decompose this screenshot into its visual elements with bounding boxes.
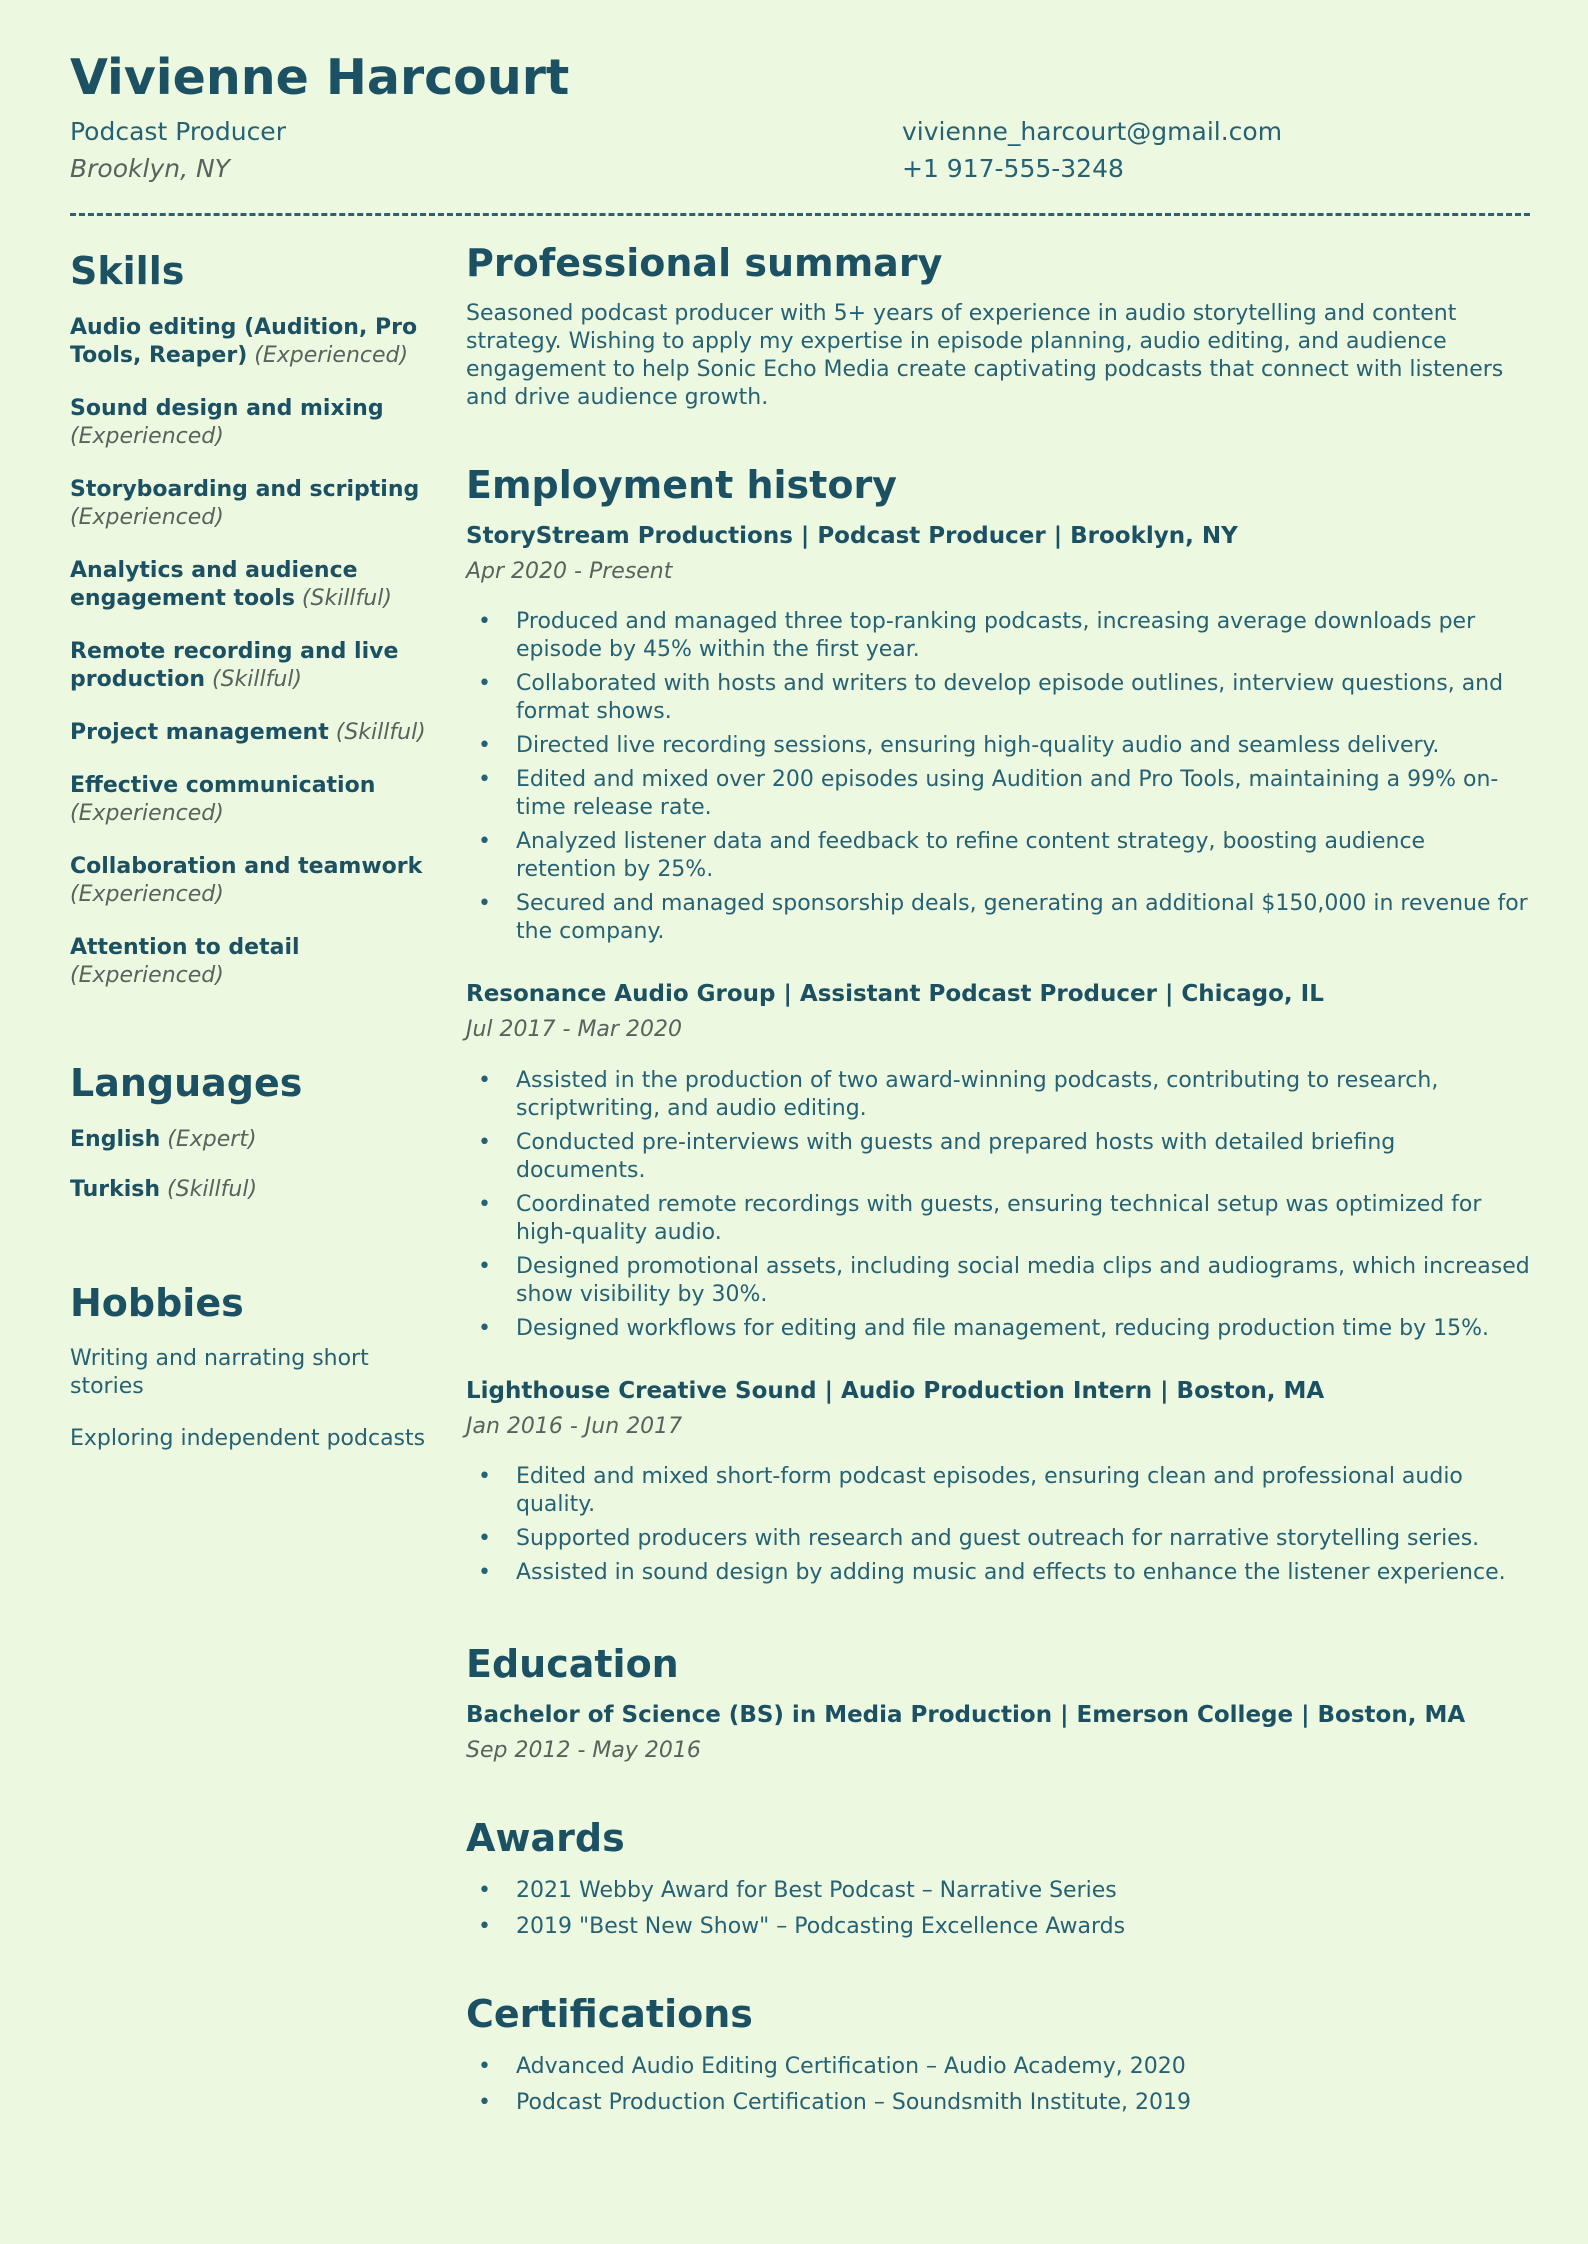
skill-level: (Skillful) — [301, 586, 392, 612]
summary-text: Seasoned podcast producer with 5+ years of experience in audio storytelling and content strategy. Wishing to apply my expertise in episode planning, audio editing, and audience engagement to help Sonic Echo Media create captivating podcasts that connect with listeners and drive audience growth. — [466, 301, 1504, 411]
skill-name: Storyboarding and scripting — [70, 477, 420, 503]
summary-heading: Professional summary — [466, 241, 943, 286]
skill-item — [70, 395, 442, 451]
job-title-line: StoryStream Productions | Podcast Producer | Brooklyn, NY — [466, 522, 1238, 549]
bullet-item: • Edited and mixed short-form podcast episodes, ensuring clean and professional audio quality. — [466, 1463, 1530, 1519]
language-name: English — [70, 1126, 161, 1152]
education-degree-line: Bachelor of Science (BS) in Media Production | Emerson College | Boston, MA — [466, 1701, 1466, 1728]
candidate-location: Brooklyn, NY — [70, 153, 230, 183]
job-bullet-list — [466, 1463, 1530, 1587]
skill-level: (Experienced) — [70, 801, 224, 827]
skills-heading: Skills — [70, 249, 185, 294]
candidate-phone: +1 917-555-3248 — [902, 153, 1124, 183]
employment-heading: Employment history — [466, 463, 897, 508]
skill-level: (Skillful) — [335, 720, 426, 746]
bullet-item: • Edited and mixed over 200 episodes using Audition and Pro Tools, maintaining a 99% on-time release rate. — [466, 766, 1530, 822]
awards-heading: Awards — [466, 1816, 625, 1861]
candidate-name: Vivienne Harcourt — [70, 49, 570, 106]
bullet-item: • Conducted pre-interviews with guests and prepared hosts with detailed briefing documents. — [466, 1129, 1530, 1185]
bullet-item: • Designed workflows for editing and file management, reducing production time by 15%. — [466, 1315, 1530, 1343]
education-section — [466, 1643, 1530, 1765]
skill-name: Analytics and audience engagement tools — [70, 558, 358, 612]
summary-section — [466, 242, 1530, 412]
language-level: (Expert) — [167, 1126, 257, 1152]
bullet-item: • Podcast Production Certification – Soundsmith Institute, 2019 — [466, 2089, 1530, 2117]
awards-list — [466, 1877, 1530, 1941]
skill-item — [70, 772, 442, 828]
skill-level: (Experienced) — [70, 424, 224, 450]
bullet-item: • Directed live recording sessions, ensuring high-quality audio and seamless delivery. — [466, 732, 1530, 760]
education-dates: Sep 2012 - May 2016 — [466, 1737, 701, 1763]
job-title-line: Resonance Audio Group | Assistant Podcast Producer | Chicago, IL — [466, 981, 1324, 1008]
skills-section — [70, 250, 442, 990]
bullet-item: • Secured and managed sponsorship deals, generating an additional $150,000 in revenue for the company. — [466, 890, 1530, 946]
bullet-item: • Coordinated remote recordings with guests, ensuring technical setup was optimized for high-quality audio. — [466, 1191, 1530, 1247]
job-entry — [466, 1377, 1530, 1587]
skill-name: Remote recording and live production — [70, 639, 399, 693]
certifications-heading: Certifications — [466, 1992, 753, 2037]
bullet-item: • 2019 "Best New Show" – Podcasting Excellence Awards — [466, 1913, 1530, 1941]
skill-item — [70, 853, 442, 909]
languages-section — [70, 1062, 442, 1204]
bullet-item: • Supported producers with research and guest outreach for narrative storytelling series. — [466, 1525, 1530, 1553]
resume-header — [70, 50, 1530, 185]
skill-item — [70, 934, 442, 990]
language-level: (Skillful) — [167, 1176, 258, 1202]
header-identity — [70, 50, 569, 185]
bullet-item: • Designed promotional assets, including social media clips and audiograms, which increased show visibility by 30%. — [466, 1253, 1530, 1309]
skill-level: (Experienced) — [70, 505, 224, 531]
job-dates: Jul 2017 - Mar 2020 — [466, 1017, 682, 1043]
skill-item — [70, 638, 442, 694]
content-columns — [70, 242, 1530, 2124]
skill-name: Project management — [70, 720, 329, 746]
bullet-item: • Assisted in the production of two award-winning podcasts, contributing to research, scriptwriting, and audio editing. — [466, 1067, 1530, 1123]
employment-section — [466, 464, 1530, 1587]
skill-item — [70, 314, 442, 370]
hobby-item: Exploring independent podcasts — [70, 1426, 426, 1452]
job-entry — [466, 522, 1530, 946]
bullet-item: • Analyzed listener data and feedback to refine content strategy, boosting audience retention by 25%. — [466, 828, 1530, 884]
bullet-item: • Assisted in sound design by adding music and effects to enhance the listener experience. — [466, 1559, 1530, 1587]
skill-name: Collaboration and teamwork — [70, 854, 423, 880]
certifications-section — [466, 1993, 1530, 2117]
bullet-item: • Produced and managed three top-ranking podcasts, increasing average downloads per episode by 45% within the first year. — [466, 608, 1530, 664]
main-column — [466, 242, 1530, 2124]
bullet-item: • Collaborated with hosts and writers to develop episode outlines, interview questions, and format shows. — [466, 670, 1530, 726]
language-name: Turkish — [70, 1176, 161, 1202]
awards-section — [466, 1817, 1530, 1941]
skill-item — [70, 476, 442, 532]
skill-name: Audio editing (Audition, Pro Tools, Reaper) — [70, 315, 418, 369]
skill-item — [70, 719, 442, 747]
hobbies-section — [70, 1282, 442, 1454]
hobbies-heading: Hobbies — [70, 1280, 244, 1325]
job-bullet-list — [466, 608, 1530, 946]
candidate-title: Podcast Producer — [70, 117, 286, 147]
skill-name: Effective communication — [70, 773, 376, 799]
hobby-item: Writing and narrating short stories — [70, 1346, 369, 1400]
languages-heading: Languages — [70, 1061, 303, 1106]
language-item — [70, 1126, 442, 1154]
candidate-email: vivienne_harcourt@gmail.com — [902, 117, 1283, 147]
skill-name: Attention to detail — [70, 935, 300, 961]
skill-level: (Experienced) — [70, 882, 224, 908]
education-heading: Education — [466, 1642, 679, 1687]
bullet-item: • Advanced Audio Editing Certification – Audio Academy, 2020 — [466, 2053, 1530, 2081]
dashed-divider — [70, 213, 1530, 216]
job-dates: Apr 2020 - Present — [466, 558, 673, 584]
job-entry — [466, 980, 1530, 1342]
skill-level: (Experienced) — [254, 343, 409, 369]
sidebar — [70, 242, 442, 1477]
language-item — [70, 1176, 442, 1204]
header-contact — [902, 112, 1530, 185]
job-bullet-list — [466, 1067, 1530, 1343]
bullet-item: • 2021 Webby Award for Best Podcast – Narrative Series — [466, 1877, 1530, 1905]
skill-level: (Skillful) — [212, 667, 303, 693]
skill-item — [70, 557, 442, 613]
job-dates: Jan 2016 - Jun 2017 — [466, 1413, 683, 1439]
skill-name: Sound design and mixing — [70, 396, 384, 422]
certifications-list — [466, 2053, 1530, 2117]
skill-level: (Experienced) — [70, 963, 224, 989]
job-title-line: Lighthouse Creative Sound | Audio Production Intern | Boston, MA — [466, 1377, 1325, 1404]
